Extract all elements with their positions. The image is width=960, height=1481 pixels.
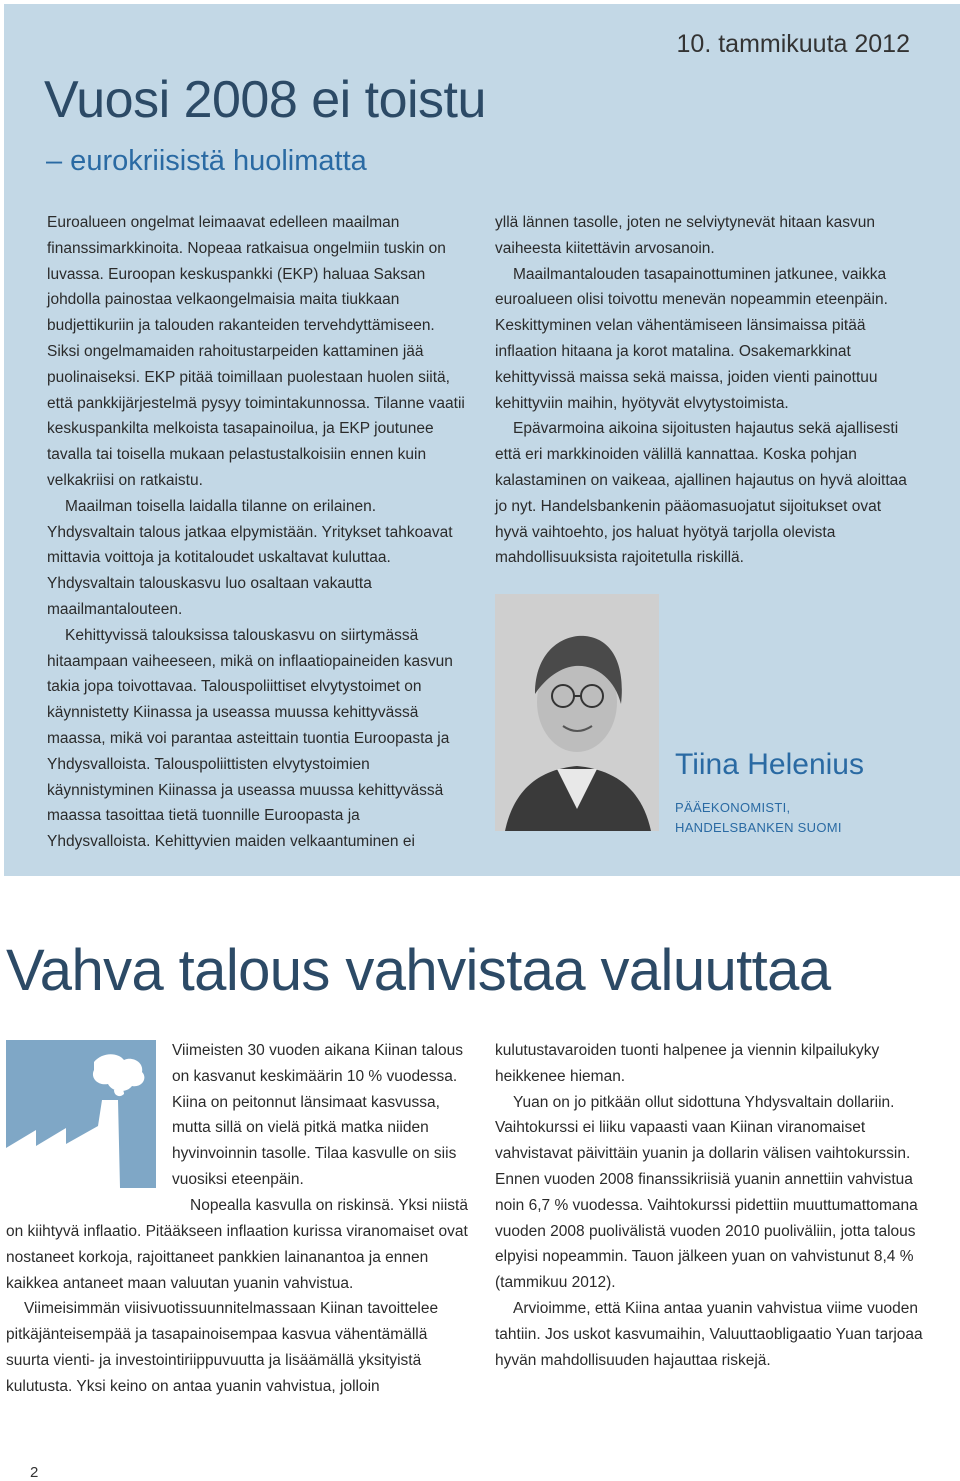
article1-right-column bbox=[495, 210, 915, 571]
author-role-line: PÄÄEKONOMISTI, bbox=[675, 800, 791, 815]
paragraph: Nopealla kasvulla on riskinsä. Yksi niistä bbox=[190, 1196, 468, 1214]
paragraph: Euroalueen ongelmat leimaavat edelleen maailman finanssimarkkinoita. Nopeaa ratkaisua ongelmiin tuskin on luvassa. Euroopan keskuspankki (EKP) haluaa Saksan johdolla painostaa velkaongelmaisia maita tiukkaan budjettikuriin ja talouden rakanteiden tervehdyttämiseen. Siksi ongelmamaiden rahoitustarpeiden kattaminen jää puolinaiseksi. EKP pitää toimillaan puolestaan huolen siitä, että pankkijärjestelmä pysyy toimintakunnossa. Tilanne vaatii keskuspankilta melkoista tasapainoilua, ja EKP joutunee tavalla tai toisella mukaan pelastustalkoisiin ennen kuin velkakriisi on ratkaistu. bbox=[47, 214, 465, 489]
portrait-photo bbox=[495, 594, 659, 831]
author-role bbox=[675, 798, 842, 838]
paragraph: Epävarmoina aikoina sijoitusten hajautus sekä ajallisesti että eri markkinoiden välillä kannattaa. Koska pohjan kalastaminen on vaikeaa, ajallinen hajautus on hyvä aloittaa jo nyt. Handelsbankenin pääomasuojatut sijoitukset ovat hyvä vaihtoehto, jos haluat hyötyä tarjolla olevista mahdollisuuksista rajoitetulla riskillä. bbox=[495, 420, 907, 567]
paragraph: yllä lännen tasolle, joten ne selviytynevät hitaan kasvun vaiheesta kiitettävin arvosanoin. bbox=[495, 214, 875, 257]
factory-illustration bbox=[6, 1040, 156, 1188]
paragraph: Kehittyvissä talouksissa talouskasvu on siirtymässä hitaampaan vaiheeseen, mikä on inflaatiopaineiden kasvun takia jopa toivottavaa. Talouspoliittiset elvytystoimet on käynnistetty Kiinassa ja useassa muussa kehittyvässä maassa, mikä voi parantaa asteittain tuontia Euroopasta ja Yhdysvalloista. Talouspoliittisten elvytystoimien käynnistyminen Kiinassa ja useassa muussa kehittyvässä maassa tasoittaa tietä tuonnille Euroopasta ja Yhdysvalloista. Kehittyvien maiden velkaantuminen ei bbox=[47, 626, 453, 851]
article2-right-column bbox=[495, 1038, 945, 1373]
issue-date: 10. tammikuuta 2012 bbox=[676, 30, 910, 58]
article-subtitle: – eurokriisistä huolimatta bbox=[46, 145, 367, 177]
factory-icon bbox=[6, 1040, 156, 1188]
paragraph: Arvioimme, että Kiina antaa yuanin vahvistua viime vuoden tahtiin. Jos uskot kasvumaihin, Valuuttaobligaatio Yuan tarjoaa hyvän mahdollisuuden hajauttaa riskejä. bbox=[495, 1299, 923, 1369]
paragraph: Maailmantalouden tasapainottuminen jatkunee, vaikka euroalueen olisi toivottu menevän nopeammin eteenpäin. Keskittyminen velan vähentämiseen länsimaissa pitää inflaation hitaana ja korot matalina. Osakemarkkinat kehittyvissä maissa sekä maissa, joiden vienti painottuu kehittyviin maihin, hyötyvät elvytystoimista. bbox=[495, 265, 888, 412]
paragraph: on kiihtyvä inflaatio. Pitääkseen inflaation kurissa viranomaiset ovat nostaneet korkoja, rajoittaneet pankkien lainanantoa ja ennen kaikkea antaneet maan valuutan yuanin vahvistua. bbox=[6, 1223, 468, 1292]
article2-left-column bbox=[6, 1219, 468, 1400]
paragraph: kulutustavaroiden tuonti halpenee ja viennin kilpailukyky heikkenee hieman. bbox=[495, 1042, 880, 1085]
author-name: Tiina Helenius bbox=[675, 748, 864, 781]
author-portrait bbox=[495, 594, 659, 831]
page-number: 2 bbox=[30, 1464, 39, 1481]
paragraph: Viimeisten 30 vuoden aikana Kiinan talous on kasvanut keskimäärin 10 % vuodessa. Kiina on peitonnut länsimaat kasvussa, mutta sillä on vielä pitkä matka niiden hyvinvoinnin tasolle. Tilaa kasvulle on siis vuosiksi eteenpäin. bbox=[172, 1042, 463, 1188]
paragraph: Viimeisimmän viisivuotissuunnitelmassaan Kiinan tavoittelee pitkäjänteisempää ja tasapainoisempaa kasvua vähentämällä suurta vienti- ja investointiriippuvuutta ja lisäämällä yksityistä kulutusta. Yksi keino on antaa yuanin vahvistua, jolloin bbox=[6, 1300, 439, 1395]
article2-beside-icon bbox=[172, 1038, 468, 1219]
section-title: Vahva talous vahvistaa valuuttaa bbox=[6, 938, 831, 1003]
author-role-line: HANDELSBANKEN SUOMI bbox=[675, 820, 842, 835]
article1-left-column bbox=[47, 210, 467, 855]
paragraph: Maailman toisella laidalla tilanne on erilainen. Yhdysvaltain talous jatkaa elpymistään. Yritykset tahkoavat mittavia voittoja ja kotitaloudet uskaltavat kuluttaa. Yhdysvaltain talouskasvu luo osaltaan vakautta maailmantalouteen. bbox=[47, 497, 453, 618]
article-title: Vuosi 2008 ei toistu bbox=[44, 71, 486, 129]
paragraph: Yuan on jo pitkään ollut sidottuna Yhdysvaltain dollariin. Vaihtokurssi ei liiku vapaasti vaan Kiinan viranomaiset vahvistavat päivittäin yuanin ja dollarin välisen vaihtokurssin. Ennen vuoden 2008 finanssikriisiä yuanin annettiin vahvistua noin 6,7 % vuodessa. Vaihtokurssi pidettiin muuttumattomana vuoden 2008 puolivälistä vuoden 2010 puoliväliin, jotta talous elpyisi nopeammin. Tauon jälkeen yuan on vahvistunut 8,4 % (tammikuu 2012). bbox=[495, 1093, 918, 1292]
